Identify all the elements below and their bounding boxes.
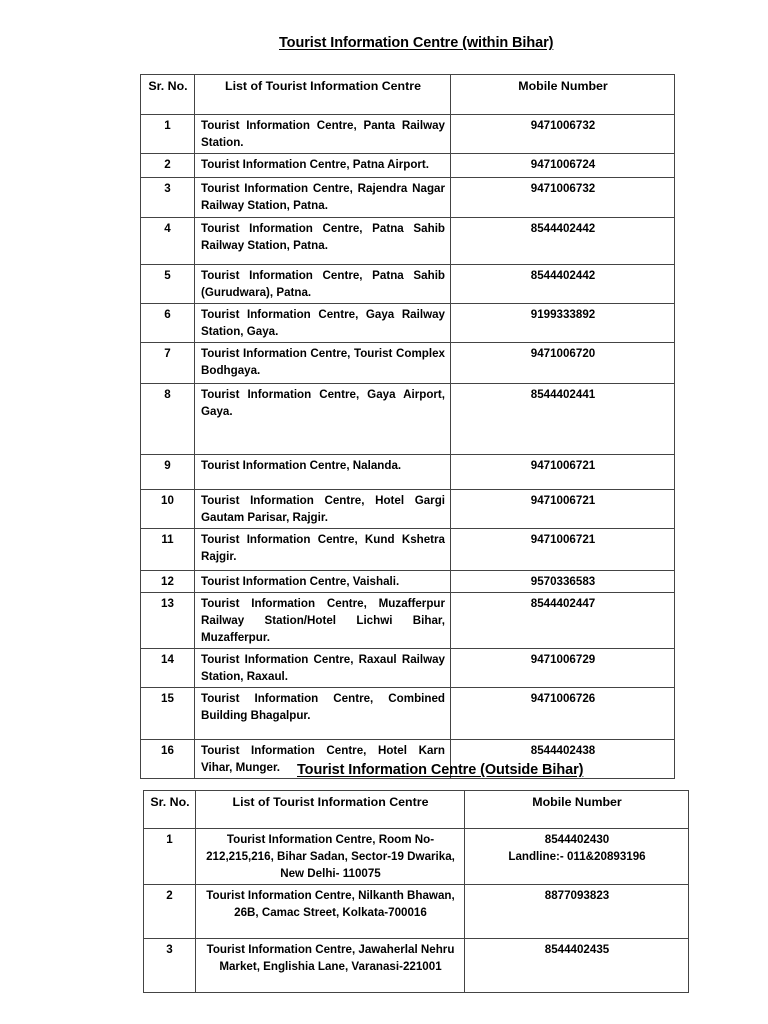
mobile-number: 8544402430 xyxy=(544,833,610,846)
sr-no-cell: 3 xyxy=(141,178,195,218)
sr-no-cell: 6 xyxy=(141,304,195,343)
mobile-number-cell: 8544402442 xyxy=(451,218,675,265)
centre-name-cell: Tourist Information Centre, Hotel Gargi Gautam Parisar, Rajgir. xyxy=(195,490,451,529)
table-row xyxy=(141,343,675,384)
centre-name-cell: Tourist Information Centre, Kund Kshetra Rajgir. xyxy=(195,529,451,571)
contact-number-cell xyxy=(465,829,689,885)
table-row xyxy=(144,939,689,993)
sr-no-cell: 5 xyxy=(141,265,195,304)
sr-no-cell: 2 xyxy=(141,154,195,178)
table-row xyxy=(144,885,689,939)
centre-name-cell: Tourist Information Centre, Patna Airport. xyxy=(195,154,451,178)
sr-no-cell: 11 xyxy=(141,529,195,571)
mobile-number-header: Mobile Number xyxy=(451,75,675,115)
centre-name-cell: Tourist Information Centre, Muzafferpur Railway Station/Hotel Lichwi Bihar, Muzafferpur. xyxy=(195,593,451,649)
sr-no-cell: 7 xyxy=(141,343,195,384)
within-bihar-table xyxy=(140,74,675,779)
table-row xyxy=(141,688,675,740)
outside-bihar-title: Tourist Information Centre (Outside Bihar) xyxy=(297,762,584,778)
centre-name-cell: Tourist Information Centre, Room No-212,215,216, Bihar Sadan, Sector-19 Dwarika, New Delhi- 110075 xyxy=(196,829,465,885)
outside-bihar-table xyxy=(143,790,689,993)
sr-no-cell: 1 xyxy=(141,115,195,154)
table-row xyxy=(141,490,675,529)
mobile-number-cell: 8544402441 xyxy=(451,384,675,455)
mobile-number-header: Mobile Number xyxy=(465,791,689,829)
sr-no-cell: 12 xyxy=(141,571,195,593)
mobile-number-cell: 9471006721 xyxy=(451,455,675,490)
centre-name-cell: Tourist Information Centre, Jawaherlal Nehru Market, Englishia Lane, Varanasi-221001 xyxy=(196,939,465,993)
sr-no-header: Sr. No. xyxy=(141,75,195,115)
table-row xyxy=(144,829,689,885)
table-row xyxy=(141,178,675,218)
sr-no-cell: 13 xyxy=(141,593,195,649)
sr-no-cell: 2 xyxy=(144,885,196,939)
landline-number: Landline:- 011&20893196 xyxy=(508,850,646,863)
centre-name-cell: Tourist Information Centre, Vaishali. xyxy=(195,571,451,593)
sr-no-cell: 3 xyxy=(144,939,196,993)
centre-name-cell: Tourist Information Centre, Gaya Airport, Gaya. xyxy=(195,384,451,455)
table-row xyxy=(141,154,675,178)
centre-name-cell: Tourist Information Centre, Gaya Railway Station, Gaya. xyxy=(195,304,451,343)
mobile-number-cell: 9471006729 xyxy=(451,649,675,688)
mobile-number-cell: 9471006720 xyxy=(451,343,675,384)
centre-name-cell: Tourist Information Centre, Combined Building Bhagalpur. xyxy=(195,688,451,740)
centre-name-cell: Tourist Information Centre, Raxaul Railway Station, Raxaul. xyxy=(195,649,451,688)
centre-name-cell: Tourist Information Centre, Nalanda. xyxy=(195,455,451,490)
within-bihar-title: Tourist Information Centre (within Bihar) xyxy=(279,35,554,51)
centre-list-header: List of Tourist Information Centre xyxy=(196,791,465,829)
mobile-number-cell: 8544402447 xyxy=(451,593,675,649)
sr-no-header: Sr. No. xyxy=(144,791,196,829)
table-row xyxy=(141,265,675,304)
mobile-number-cell: 9471006721 xyxy=(451,529,675,571)
table-header-row xyxy=(144,791,689,829)
table-row xyxy=(141,384,675,455)
table-row xyxy=(141,115,675,154)
centre-name-cell: Tourist Information Centre, Hotel Karn Vihar, Munger. xyxy=(195,740,451,779)
mobile-number-cell: 8544402442 xyxy=(451,265,675,304)
sr-no-cell: 16 xyxy=(141,740,195,779)
centre-name-cell: Tourist Information Centre, Patna Sahib (Gurudwara), Patna. xyxy=(195,265,451,304)
mobile-number-cell: 9471006732 xyxy=(451,115,675,154)
mobile-number-cell: 9471006721 xyxy=(451,490,675,529)
sr-no-cell: 14 xyxy=(141,649,195,688)
sr-no-cell: 4 xyxy=(141,218,195,265)
mobile-number-cell: 9471006726 xyxy=(451,688,675,740)
mobile-number-cell: 8544402435 xyxy=(465,939,689,993)
table-row xyxy=(141,593,675,649)
sr-no-cell: 1 xyxy=(144,829,196,885)
centre-name-cell: Tourist Information Centre, Panta Railway Station. xyxy=(195,115,451,154)
sr-no-cell: 10 xyxy=(141,490,195,529)
mobile-number-cell: 9199333892 xyxy=(451,304,675,343)
table-row xyxy=(141,649,675,688)
table-row xyxy=(141,218,675,265)
centre-list-header: List of Tourist Information Centre xyxy=(195,75,451,115)
centre-name-cell: Tourist Information Centre, Patna Sahib Railway Station, Patna. xyxy=(195,218,451,265)
table-row xyxy=(141,571,675,593)
table-header-row xyxy=(141,75,675,115)
table-row xyxy=(141,304,675,343)
mobile-number-cell: 9471006732 xyxy=(451,178,675,218)
centre-name-cell: Tourist Information Centre, Nilkanth Bhawan, 26B, Camac Street, Kolkata-700016 xyxy=(196,885,465,939)
sr-no-cell: 15 xyxy=(141,688,195,740)
table-row xyxy=(141,455,675,490)
mobile-number-cell: 8877093823 xyxy=(465,885,689,939)
sr-no-cell: 9 xyxy=(141,455,195,490)
centre-name-cell: Tourist Information Centre, Rajendra Nagar Railway Station, Patna. xyxy=(195,178,451,218)
mobile-number-cell: 9570336583 xyxy=(451,571,675,593)
sr-no-cell: 8 xyxy=(141,384,195,455)
mobile-number-cell: 9471006724 xyxy=(451,154,675,178)
mobile-number-cell: 8544402438 xyxy=(451,740,675,779)
table-row xyxy=(141,529,675,571)
centre-name-cell: Tourist Information Centre, Tourist Complex Bodhgaya. xyxy=(195,343,451,384)
